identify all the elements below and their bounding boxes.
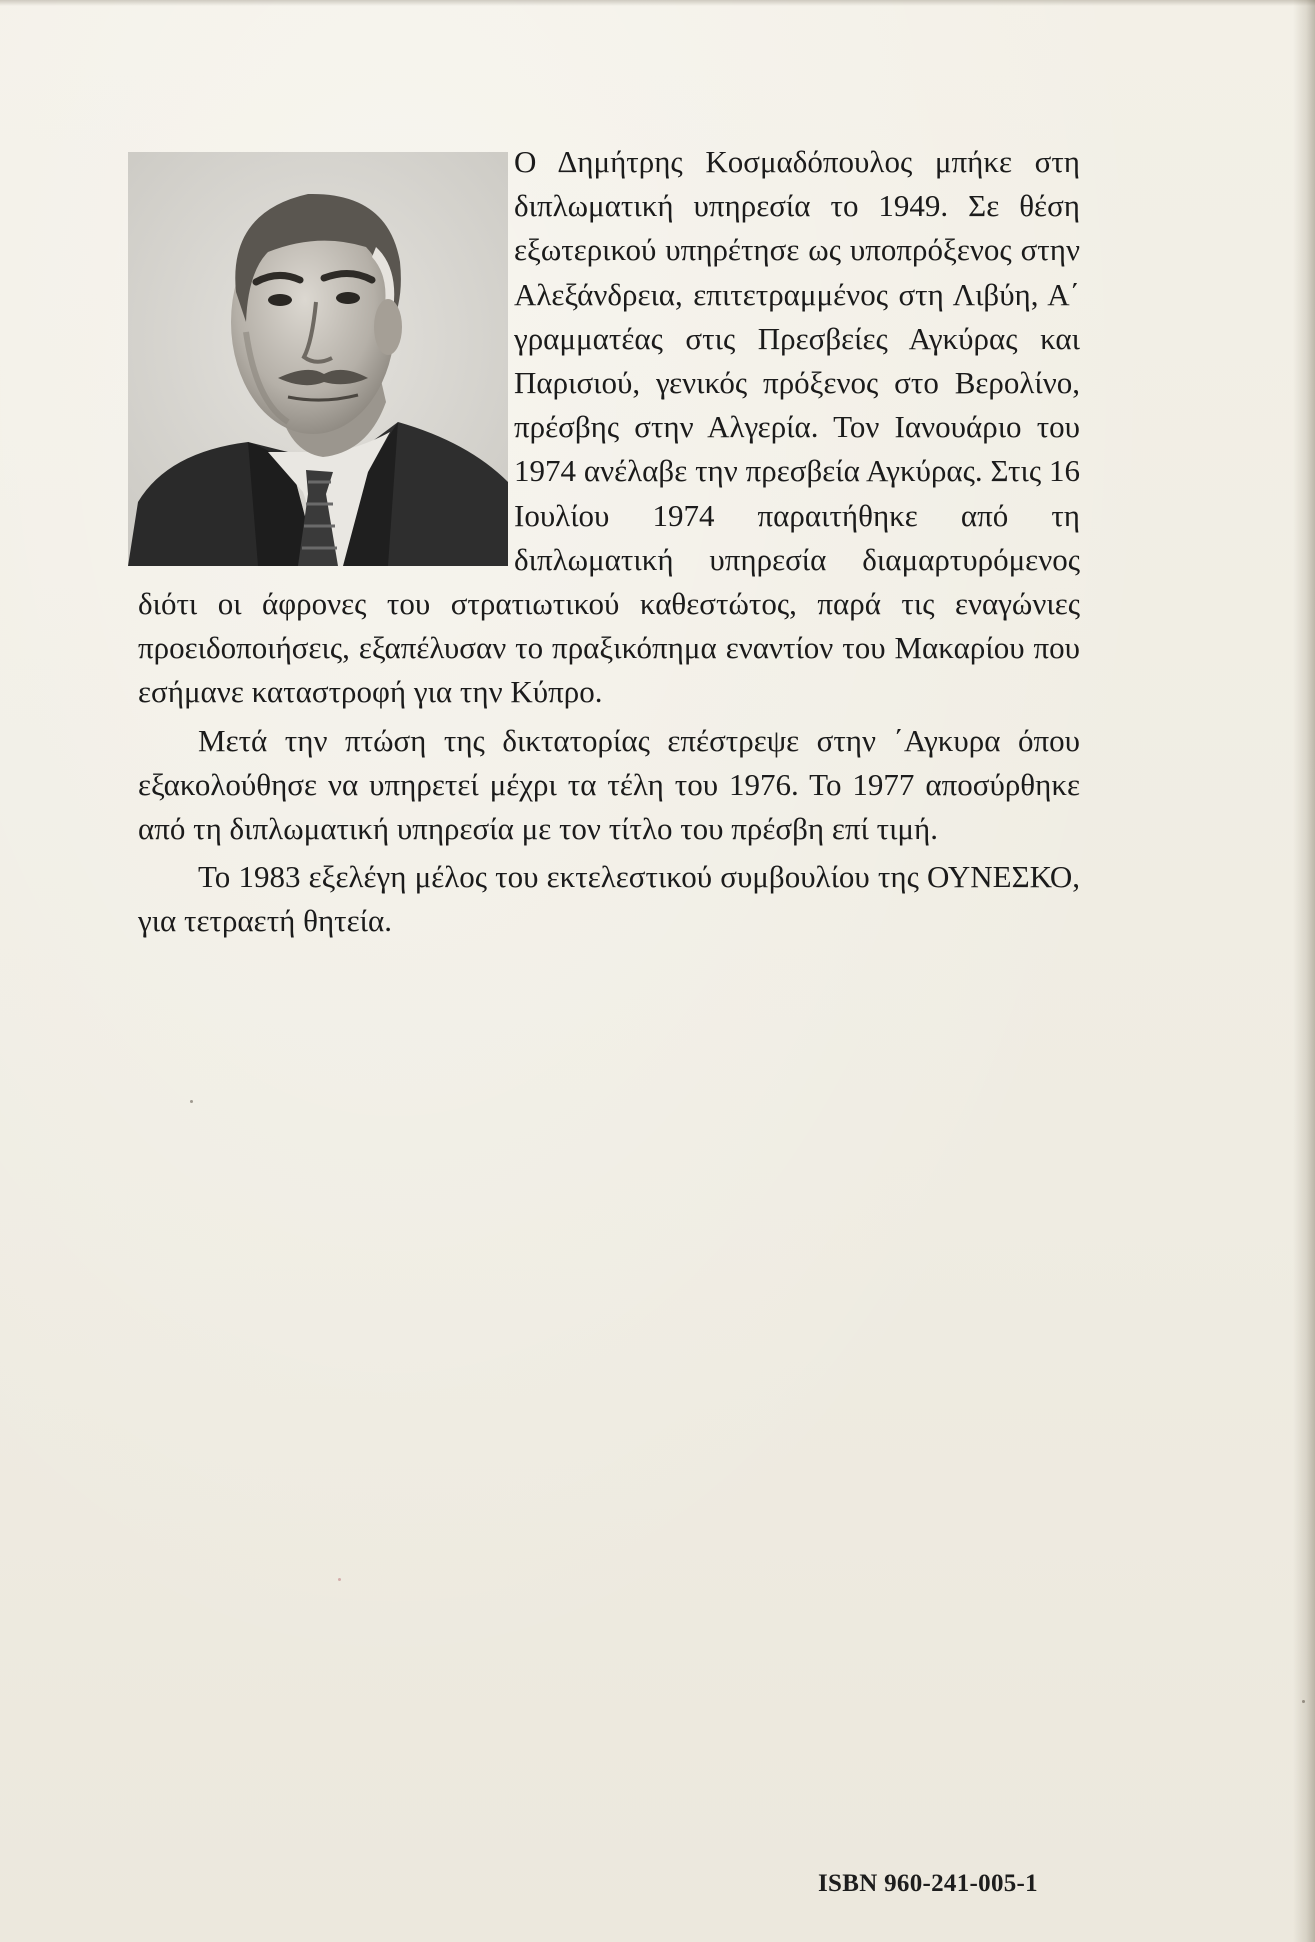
cover-top-edge — [0, 0, 1315, 6]
bio-paragraph-unesco: Το 1983 εξελέγη μέλος του εκτελεστικού συμβουλίου της ΟΥΝΕΣΚΟ, για τετραετή θητεία. — [138, 859, 1080, 939]
isbn-number: ISBN 960-241-005-1 — [818, 1870, 1038, 1897]
paper-speck — [190, 1100, 193, 1103]
author-biography — [138, 140, 1080, 944]
bio-paragraph-return: Μετά την πτώση της δικτατορίας επέστρεψε στην ΄Αγκυρα όπου εξακολούθησε να υπηρετεί μέχρι τα τέλη του 1976. Το 1977 αποσύρθηκε από τη διπλωματική υπηρεσία με τον τίτλο του πρέσβη επί τιμή. — [138, 722, 1080, 847]
paper-speck — [338, 1578, 341, 1581]
photo-text-wrap-spacer — [138, 140, 514, 570]
bio-paragraph-career: Ο Δημήτρης Κοσμαδόπουλος μπήκε στη διπλωματική υπηρεσία το 1949. Σε θέση εξωτερικού υπηρέτησε ως υποπρόξενος στην Αλεξάνδρεια, επιτετραμμένος στη Λιβύη, Α΄ γραμματέας στις Πρεσβείες Αγκύρας και Παρισιού, γενικός πρόξενος στο Βερολίνο, πρέσβης στην Αλγερία. Τον Ιανουάριο του 1974 ανέλαβε την πρεσβεία Αγκύρας. Στις 16 Ιουλίου 1974 παραιτήθηκε από τη διπλωματική υπηρεσία διαμαρτυρόμενος διότι οι άφρονες του στρατιωτικού καθεστώτος, παρά τις εναγώνιες προειδοποιήσεις, εξαπέλυσαν το πραξικόπημα εναντίον του Μακαρίου που εσήμανε καταστροφή για την Κύπρο. — [138, 144, 1080, 710]
paper-speck — [1302, 1700, 1305, 1703]
cover-right-edge — [1293, 0, 1315, 1942]
